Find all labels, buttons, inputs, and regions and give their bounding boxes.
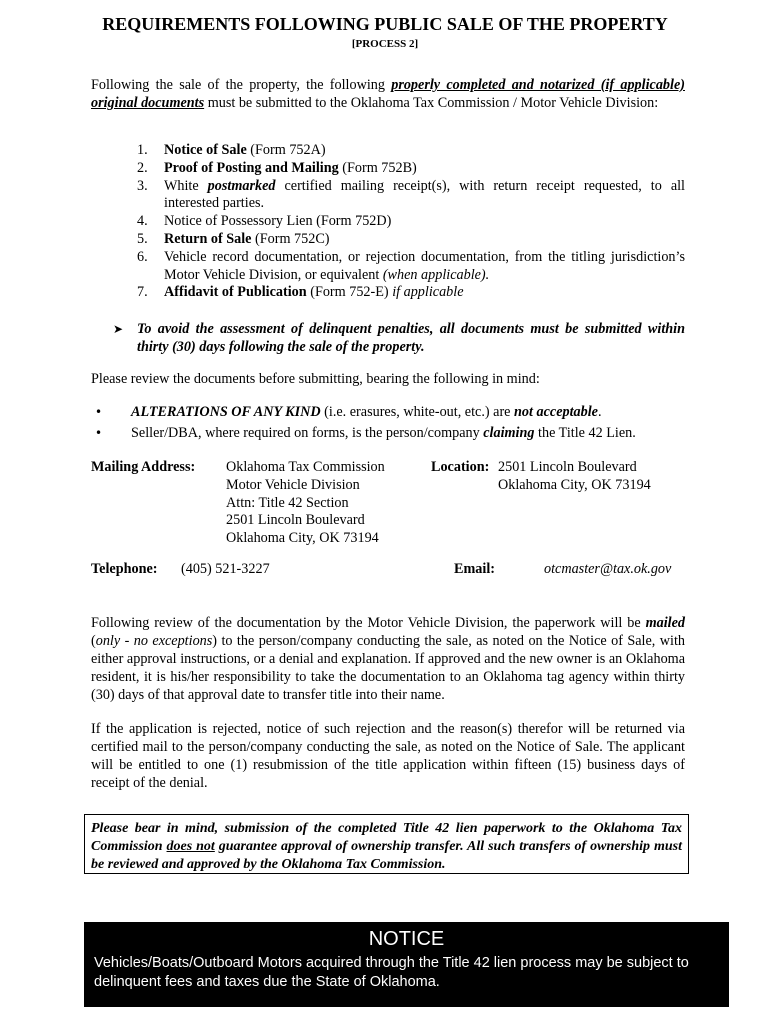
notice-body: Vehicles/Boats/Outboard Motors acquired through the Title 42 lien process may be subject to delinquent fees and taxes due the State of Oklahoma. — [94, 955, 689, 990]
location-address: 2501 Lincoln Boulevard Oklahoma City, OK 73194 — [498, 459, 651, 493]
warning-text: To avoid the assessment of delinquent penalties, all documents must be submitted within thirty (30) days following the sale of the property. — [137, 321, 685, 355]
telephone-label: Telephone: — [91, 561, 158, 577]
page-title: REQUIREMENTS FOLLOWING PUBLIC SALE OF THE PROPERTY — [102, 14, 668, 34]
mailing-address: Oklahoma Tax Commission Motor Vehicle Division Attn: Title 42 Section 2501 Lincoln Boulevard Oklahoma City, OK 73194 — [226, 459, 385, 547]
intro-text-1: Following the sale of the property, the following — [91, 77, 392, 93]
rejection-paragraph: If the application is rejected, notice of such rejection and the reason(s) therefor will be returned via certified mail to the person/company conducting the sale, as noted on the Notice of Sale. The applicant will be entitled to one (1) resubmission of the title application within fifteen (15) business days of receipt of the denial. — [91, 721, 685, 791]
requirement-item: 4. Notice of Possessory Lien (Form 752D) — [137, 213, 392, 230]
requirement-item: 7. Affidavit of Publication (Form 752-E) if applicable — [137, 284, 464, 301]
bullet-item: • ALTERATIONS OF ANY KIND (i.e. erasures, white-out, etc.) are not acceptable. — [91, 402, 691, 423]
review-bullets — [91, 402, 691, 444]
review-intro: Please review the documents before submitting, bearing the following in mind: — [91, 371, 540, 387]
notice-banner — [84, 922, 729, 1007]
requirement-item: 2. Proof of Posting and Mailing (Form 752B) — [137, 159, 417, 176]
email-address[interactable]: otcmaster@tax.ok.gov — [544, 561, 672, 577]
requirement-item: 1. Notice of Sale (Form 752A) — [137, 142, 326, 158]
requirement-item: 3. White postmarked certified mailing receipt(s), with return receipt requested, to all interested parties. — [137, 177, 685, 212]
requirement-item: 6. Vehicle record documentation, or rejection documentation, from the titling jurisdiction’s Motor Vehicle Division, or equivalent (when applicable). — [137, 248, 685, 283]
page-subtitle: [PROCESS 2] — [351, 38, 419, 50]
telephone-number: (405) 521-3227 — [181, 561, 270, 577]
notice-heading: NOTICE — [368, 928, 445, 950]
arrow-bullet-icon: ➤ — [113, 322, 124, 336]
boxed-notice: Please bear in mind, submission of the completed Title 42 lien paperwork to the Oklahoma Tax Commission does not guarantee approval of ownership transfer. All such transfers of ownership must be reviewed and approved by the Oklahoma Tax Commission. — [84, 814, 689, 874]
bullet-item: • Seller/DBA, where required on forms, is the person/company claiming the Title 42 Lien. — [91, 423, 691, 444]
mailing-address-label: Mailing Address: — [91, 459, 196, 475]
bullet-icon: • — [95, 426, 103, 440]
intro-emphasis: properly completed and notarized (if applicable) original documents — [91, 77, 685, 111]
location-label: Location: — [431, 459, 490, 475]
requirements-list — [137, 142, 685, 302]
review-paragraph: Following review of the documentation by the Motor Vehicle Division, the paperwork will be mailed (only - no exceptions) to the person/company conducting the sale, as noted on the Notice of Sale, with either approval instructions, or a denial and explanation. If approved and the new owner is an Oklahoma resident, it is his/her responsibility to take the documentation to an Oklahoma tag agency within thirty (30) days of that approval date to transfer title into their name. — [91, 615, 686, 703]
intro-text-2: must be submitted to the Oklahoma Tax Commission / Motor Vehicle Division: — [204, 95, 659, 111]
bullet-icon: • — [95, 405, 103, 419]
warning-item — [113, 320, 685, 356]
email-label: Email: — [454, 561, 495, 577]
requirement-item: 5. Return of Sale (Form 752C) — [137, 230, 330, 247]
intro-paragraph — [91, 76, 685, 112]
